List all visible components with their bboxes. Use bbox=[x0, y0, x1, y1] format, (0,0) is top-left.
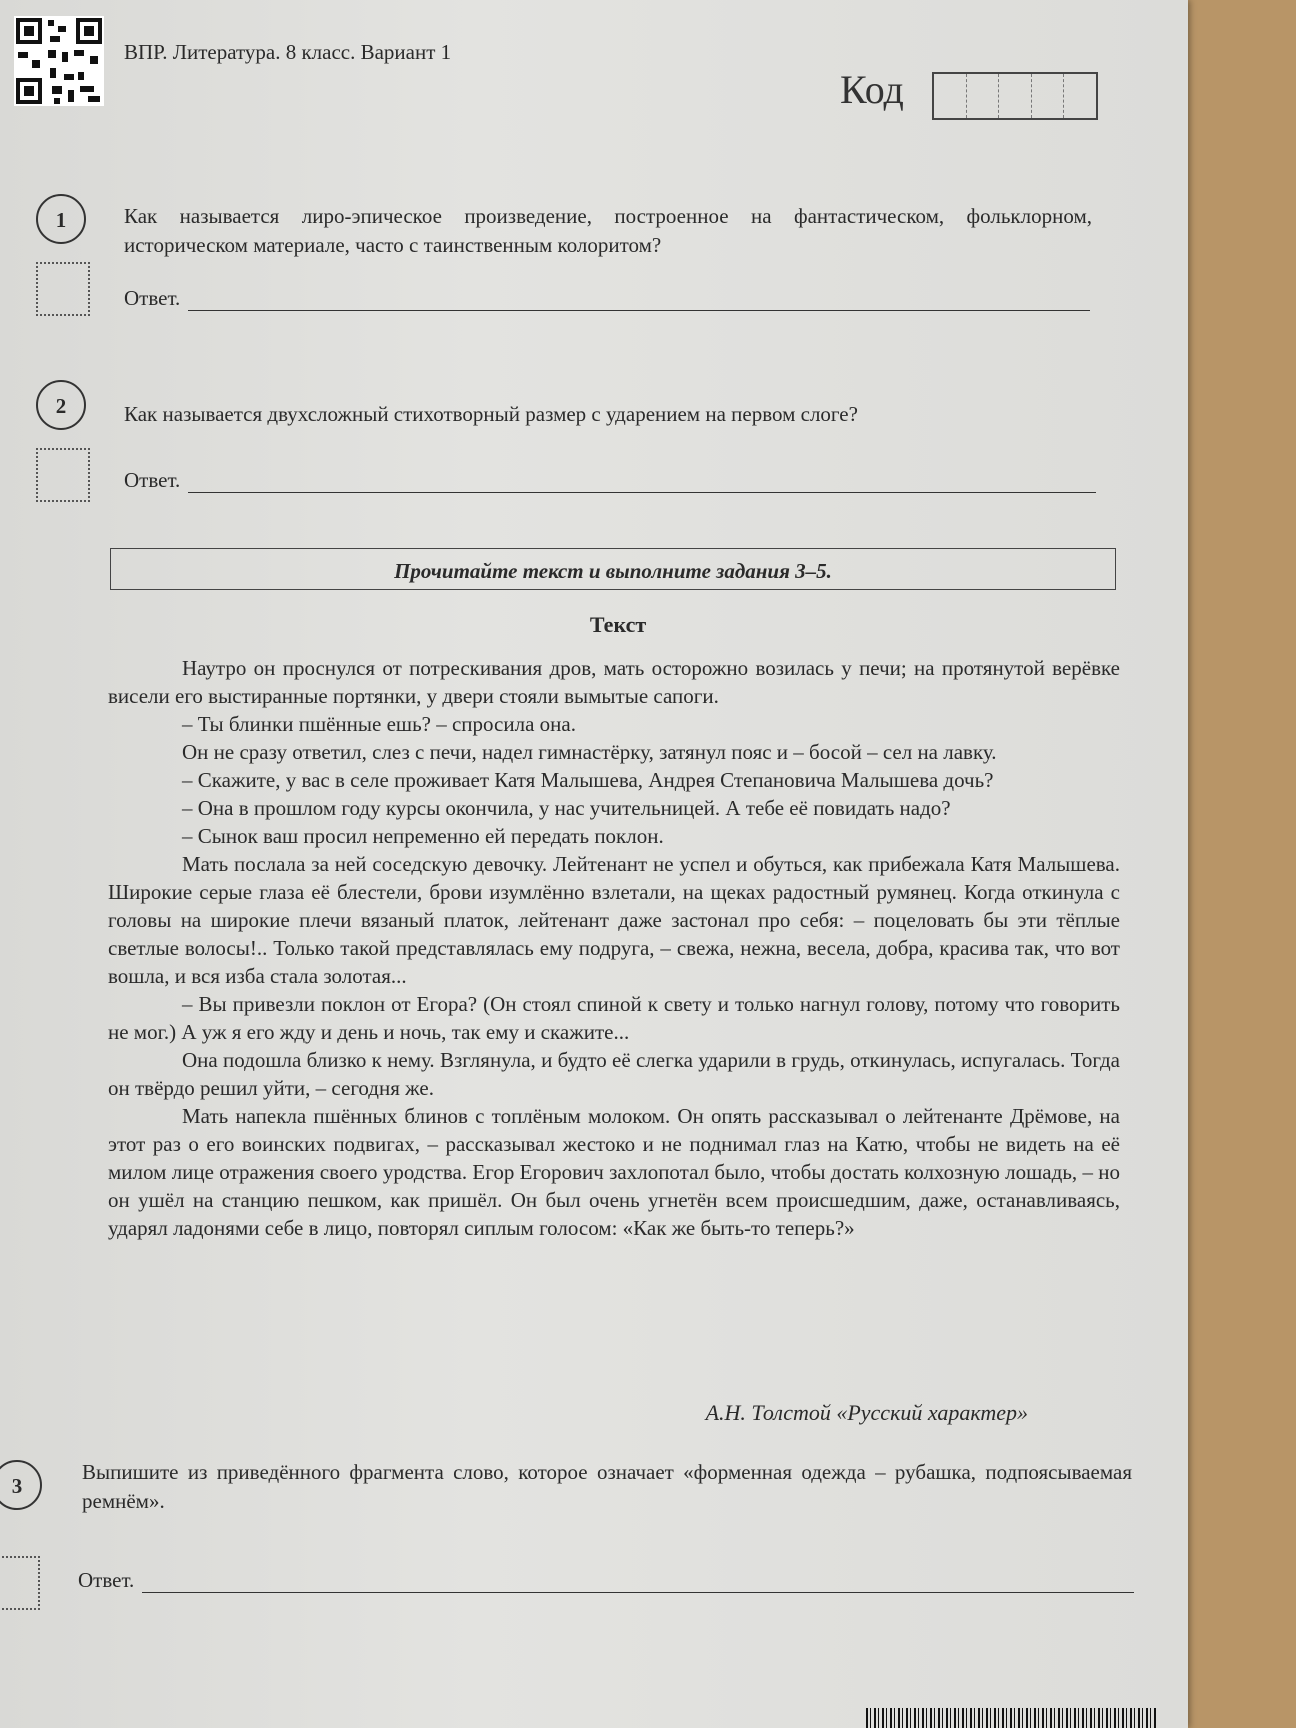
story-paragraph: Наутро он проснулся от потрескивания дров, мать осторожно возилась у печи; на протянутой верёвке висели его выстиранные портянки, у двери стояли вымытые сапоги. bbox=[108, 656, 1120, 708]
story-paragraph: Она подошла близко к нему. Взглянула, и будто её слегка ударили в грудь, откинулась, испугалась. Тогда он твёрдо решил уйти, – сегодня же. bbox=[108, 1048, 1120, 1100]
question-1-text: Как называется лиро-эпическое произведение, построенное на фантастическом, фольклорном, историческом материале, часто с таинственным колоритом? bbox=[124, 204, 1092, 257]
answer-3-line[interactable] bbox=[142, 1572, 1134, 1593]
story-paragraph: – Сынок ваш просил непременно ей передать поклон. bbox=[182, 824, 664, 848]
question-3-text: Выпишите из приведённого фрагмента слово, которое означает «форменная одежда – рубашка, подпоясываемая ремнём». bbox=[82, 1460, 1132, 1513]
answer-1[interactable] bbox=[124, 286, 1090, 311]
qr-code bbox=[14, 16, 104, 106]
answer-2[interactable] bbox=[124, 468, 1096, 493]
answer-2-label: Ответ. bbox=[124, 468, 181, 492]
code-input-box[interactable] bbox=[932, 72, 1098, 120]
story-paragraph: – Вы привезли поклон от Егора? (Он стоял спиной к свету и только нагнул голову, потому что говорить не мог.) А уж я его жду и день и ночь, так ему и скажите... bbox=[108, 992, 1120, 1044]
instruction-box: Прочитайте текст и выполните задания 3–5. bbox=[110, 548, 1116, 590]
barcode bbox=[866, 1708, 1156, 1728]
score-box-1 bbox=[36, 262, 90, 316]
story-paragraph: – Ты блинки пшённые ешь? – спросила она. bbox=[182, 712, 576, 736]
exam-header: ВПР. Литература. 8 класс. Вариант 1 bbox=[124, 40, 452, 64]
story-paragraph: – Она в прошлом году курсы окончила, у нас учительницей. А тебе её повидать надо? bbox=[182, 796, 951, 820]
question-number-3: 3 bbox=[0, 1460, 42, 1510]
story-paragraph: Мать послала за ней соседскую девочку. Лейтенант не успел и обуться, как прибежала Катя Малышева. Широкие серые глаза её блестели, брови изумлённо взлетали, на щеках радостный румянец. Когда откинула с головы на широкие плечи вязаный платок, лейтенант даже застонал про себя: – поцеловать бы эти тёплые светлые волосы!.. Только такой представлялась ему подруга, – свежа, нежна, весела, добра, красива так, что вот вошла, и вся изба стала золотая... bbox=[108, 852, 1120, 988]
question-number-2: 2 bbox=[36, 380, 86, 430]
text-title: Текст bbox=[589, 612, 647, 637]
answer-2-line[interactable] bbox=[188, 472, 1096, 493]
code-label: Код bbox=[840, 67, 904, 112]
story-paragraph: Мать напекла пшённых блинов с топлёным молоком. Он опять рассказывал о лейтенанте Дрёмове, на этот раз о его воинских подвигах, – рассказывал жестоко и не поднимал глаз на Катю, чтобы не видеть на её милом лице отражения своего уродства. Егор Егорович захлопотал было, чтобы достать колхозную лошадь, – но он ушёл на станцию пешком, как пришёл. Он был очень угнетён всем происшедшим, даже, останавливаясь, ударял ладонями себе в лицо, повторял сиплым голосом: «Как же быть-то теперь?» bbox=[108, 1104, 1120, 1240]
question-number-1: 1 bbox=[36, 194, 86, 244]
score-box-2 bbox=[36, 448, 90, 502]
answer-1-label: Ответ. bbox=[124, 286, 181, 310]
question-2-text: Как называется двухсложный стихотворный размер с ударением на первом слоге? bbox=[124, 402, 858, 426]
score-box-3 bbox=[0, 1556, 40, 1610]
answer-3-label: Ответ. bbox=[78, 1568, 135, 1592]
story-text bbox=[108, 654, 1120, 1242]
attribution: А.Н. Толстой «Русский характер» bbox=[705, 1400, 1028, 1425]
story-paragraph: Он не сразу ответил, слез с печи, надел гимнастёрку, затянул пояс и – босой – сел на лавку. bbox=[182, 740, 997, 764]
answer-3[interactable] bbox=[78, 1568, 1134, 1593]
answer-1-line[interactable] bbox=[188, 290, 1090, 311]
story-paragraph: – Скажите, у вас в селе проживает Катя Малышева, Андрея Степановича Малышева дочь? bbox=[182, 768, 994, 792]
